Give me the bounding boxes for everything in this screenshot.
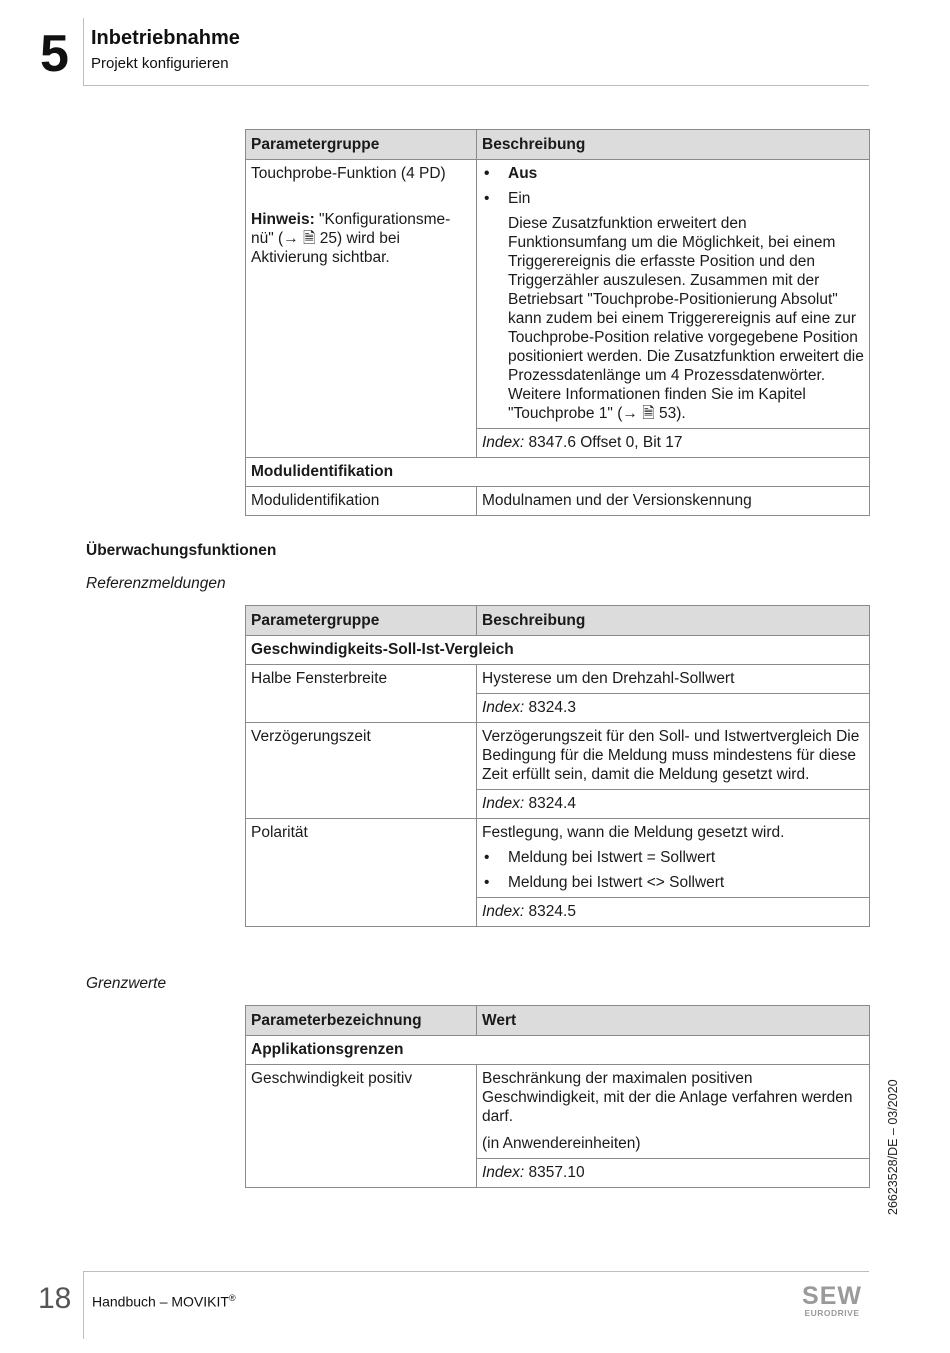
- parameter-description: Verzögerungszeit für den Soll- und Istwertvergleich Die Bedingung für die Meldung muss mindestens für diese Zeit erfüllt sein, damit die Meldung gesetzt wird.: [477, 723, 870, 790]
- footer-rule: [83, 1271, 869, 1272]
- parameter-description-cell: [477, 160, 870, 429]
- table-header-row: [246, 1006, 870, 1036]
- column-header: Wert: [477, 1006, 870, 1036]
- index-label: Index:: [482, 795, 525, 812]
- column-header: Beschreibung: [477, 606, 870, 636]
- group-title: Geschwindigkeits-Soll-Ist-Vergleich: [246, 636, 870, 665]
- parameter-description: Modulnamen und der Versionskennung: [477, 487, 870, 516]
- parameter-table-touchprobe: [245, 129, 870, 516]
- document-id: 26623528/DE – 03/2020: [886, 1079, 900, 1215]
- group-row: [246, 458, 870, 487]
- footer-divider: [83, 1271, 84, 1339]
- index-cell: [477, 790, 870, 819]
- table-row: [246, 1065, 870, 1159]
- manual-title: Handbuch – MOVIKIT®: [92, 1293, 236, 1310]
- parameter-name: Modulidentifikation: [246, 487, 477, 516]
- table-row: [246, 487, 870, 516]
- table-row: [246, 160, 870, 429]
- parameter-name: Touchprobe-Funktion (4 PD): [251, 165, 446, 182]
- index-label: Index:: [482, 903, 525, 920]
- index-label: Index:: [482, 699, 525, 716]
- index-cell: [477, 898, 870, 927]
- parameter-description: Festlegung, wann die Meldung gesetzt wird.: [482, 824, 785, 841]
- parameter-name: Halbe Fensterbreite: [246, 665, 477, 723]
- page-number: 18: [38, 1282, 72, 1315]
- parameter-table-reference-messages: [245, 605, 870, 927]
- parameter-table-limits: [245, 1005, 870, 1188]
- hint-text: "Konfigurationsme-nü" (→ 🗎 25) wird bei Aktivierung sichtbar.: [251, 211, 451, 266]
- parameter-name-cell: [246, 160, 477, 458]
- chapter-subtitle: Projekt konfigurieren: [91, 55, 229, 72]
- header-divider: [83, 18, 84, 86]
- column-header: Parameterbezeichnung: [246, 1006, 477, 1036]
- section-heading: Überwachungsfunktionen: [86, 542, 277, 559]
- hint-label: Hinweis:: [251, 211, 315, 228]
- group-row: [246, 1036, 870, 1065]
- chapter-number: 5: [40, 25, 69, 83]
- parameter-description: Diese Zusatzfunktion erweitert den Funktionsumfang um die Möglichkeit, bei einem Triggerereignis die erfasste Position und den Triggerzähler auszulesen. Zusammen mit der Betriebsart "Touchprobe-Positionierung Absolut" kann zudem bei einem Triggerereignis auf eine zur Touchprobe-Position relative vorgegebene Position positioniert werden. Die Zusatzfunktion erweitert die Prozessdatenlänge um 4 Prozessdatenwörter. Weitere Informationen finden Sie im Kapitel "Touchprobe 1" (→ 🗎 53).: [508, 215, 864, 422]
- chapter-title: Inbetriebnahme: [91, 27, 240, 49]
- parameter-description: Hysterese um den Drehzahl-Sollwert: [477, 665, 870, 694]
- option-bullet: • Meldung bei Istwert <> Sollwert: [482, 873, 864, 892]
- index-label: Index:: [482, 434, 525, 451]
- logo-main-text: SEW: [802, 1282, 862, 1310]
- option-bullet: • Ein: [482, 189, 864, 208]
- subsection-heading: Grenzwerte: [86, 975, 167, 992]
- sew-eurodrive-logo: [796, 1284, 868, 1318]
- table-header-row: [246, 130, 870, 160]
- parameter-name: Verzögerungszeit: [246, 723, 477, 819]
- column-header: Beschreibung: [477, 130, 870, 160]
- index-cell: [477, 694, 870, 723]
- column-header: Parametergruppe: [246, 606, 477, 636]
- header-rule: [83, 85, 869, 86]
- subsection-heading: Referenzmeldungen: [86, 575, 226, 592]
- index-cell: [477, 429, 870, 458]
- hint-note: [251, 210, 471, 267]
- unit-note: (in Anwendereinheiten): [482, 1135, 641, 1152]
- index-cell: [477, 1159, 870, 1188]
- index-label: Index:: [482, 1164, 525, 1181]
- table-header-row: [246, 606, 870, 636]
- parameter-description-cell: [477, 819, 870, 898]
- group-title: Modulidentifikation: [246, 458, 870, 487]
- option-bullet: • Meldung bei Istwert = Sollwert: [482, 848, 864, 867]
- option-bullet: • Aus: [482, 164, 864, 183]
- parameter-name: Geschwindigkeit positiv: [246, 1065, 477, 1188]
- table-row: [246, 819, 870, 898]
- parameter-description: Beschränkung der maximalen positiven Geschwindigkeit, mit der die Anlage verfahren werden darf.: [482, 1070, 853, 1125]
- index-value: 8324.3: [524, 699, 576, 716]
- logo-sub-text: EURODRIVE: [804, 1308, 860, 1318]
- index-value: 8347.6 Offset 0, Bit 17: [524, 434, 683, 451]
- column-header: Parametergruppe: [246, 130, 477, 160]
- table-row: [246, 665, 870, 694]
- index-value: 8357.10: [524, 1164, 585, 1181]
- index-value: 8324.5: [524, 903, 576, 920]
- group-row: [246, 636, 870, 665]
- index-value: 8324.4: [524, 795, 576, 812]
- table-row: [246, 723, 870, 790]
- parameter-description-cell: [477, 1065, 870, 1159]
- group-title: Applikationsgrenzen: [246, 1036, 870, 1065]
- parameter-name: Polarität: [246, 819, 477, 927]
- registered-mark: ®: [228, 1293, 236, 1303]
